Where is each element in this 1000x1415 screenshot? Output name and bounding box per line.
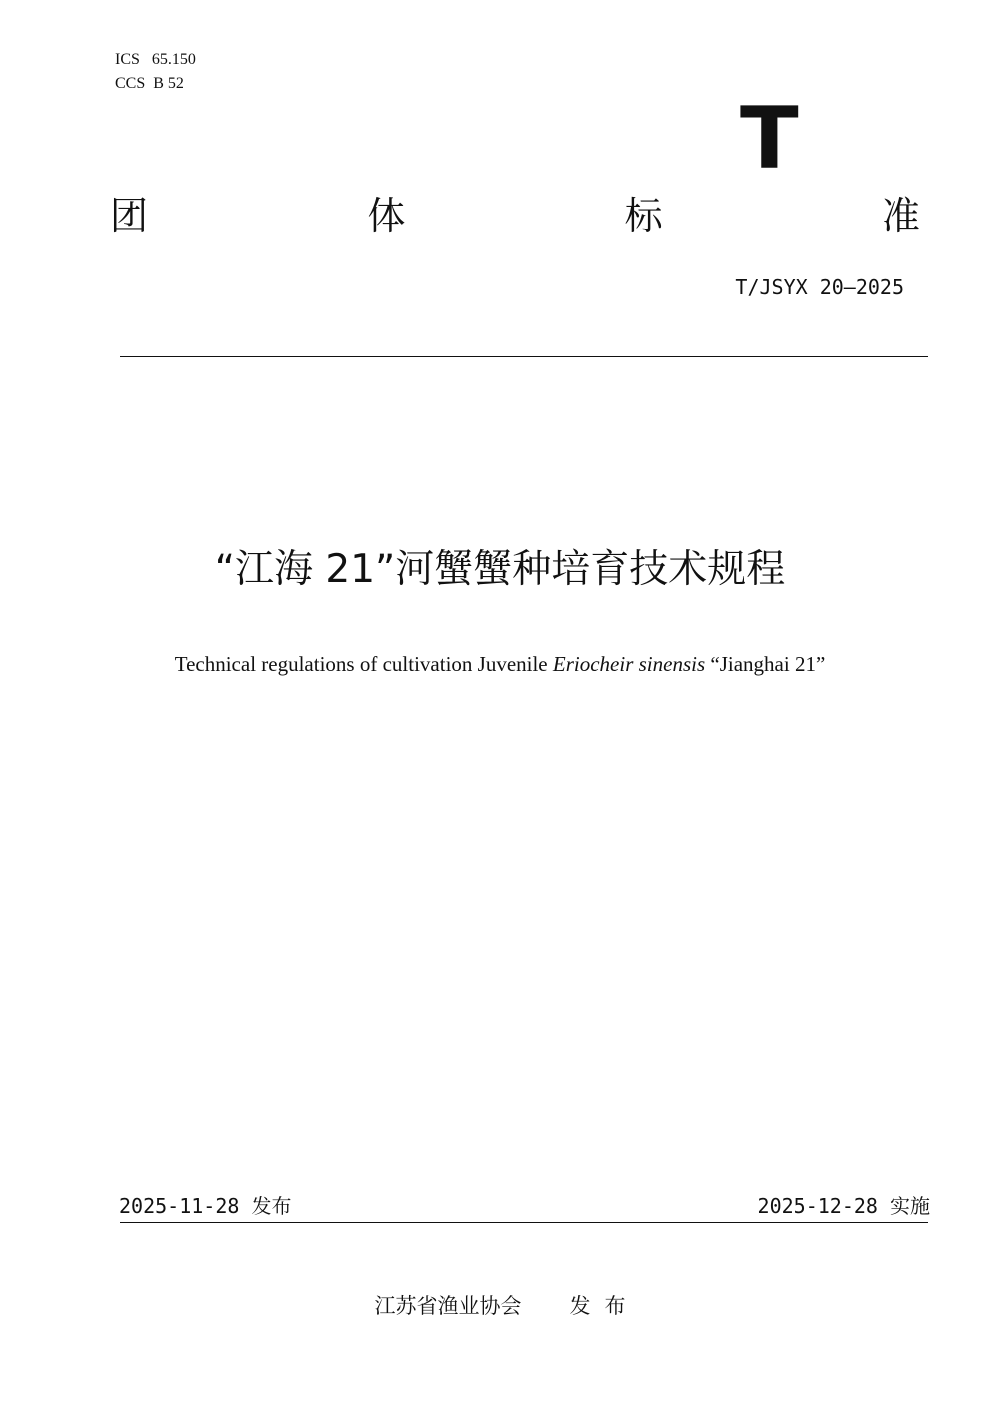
standard-type-char: 准 — [881, 194, 920, 238]
standard-type-char: 团 — [110, 194, 149, 238]
standard-number: T/JSYX 20—2025 — [735, 275, 904, 299]
title-en-prefix: Technical regulations of cultivation Juvenile — [174, 652, 553, 676]
document-title-english — [0, 649, 1000, 679]
standard-type-heading — [110, 192, 920, 240]
ccs-code: CCS B 52 — [115, 75, 184, 92]
bottom-divider — [120, 1222, 928, 1223]
issue-date: 2025-11-28 发布 — [119, 1194, 292, 1218]
title-en-suffix: “Jianghai 21” — [705, 652, 826, 676]
top-divider — [120, 356, 928, 357]
implementation-date: 2025-12-28 实施 — [757, 1194, 930, 1218]
publish-char-2: 布 — [604, 1294, 626, 1318]
document-title-chinese: “江海 21”河蟹蟹种培育技术规程 — [214, 547, 786, 592]
publish-char-1: 发 — [569, 1294, 591, 1318]
standard-type-char: 体 — [367, 194, 406, 238]
species-name: Eriocheir sinensis — [552, 652, 706, 676]
publisher-name: 江苏省渔业协会 — [374, 1294, 522, 1318]
classification-codes — [115, 48, 196, 96]
standard-type-char: 标 — [624, 194, 663, 238]
publisher-line — [0, 1290, 1000, 1322]
ics-code: ICS 65.150 — [115, 51, 196, 68]
standard-mark: T — [740, 89, 799, 189]
